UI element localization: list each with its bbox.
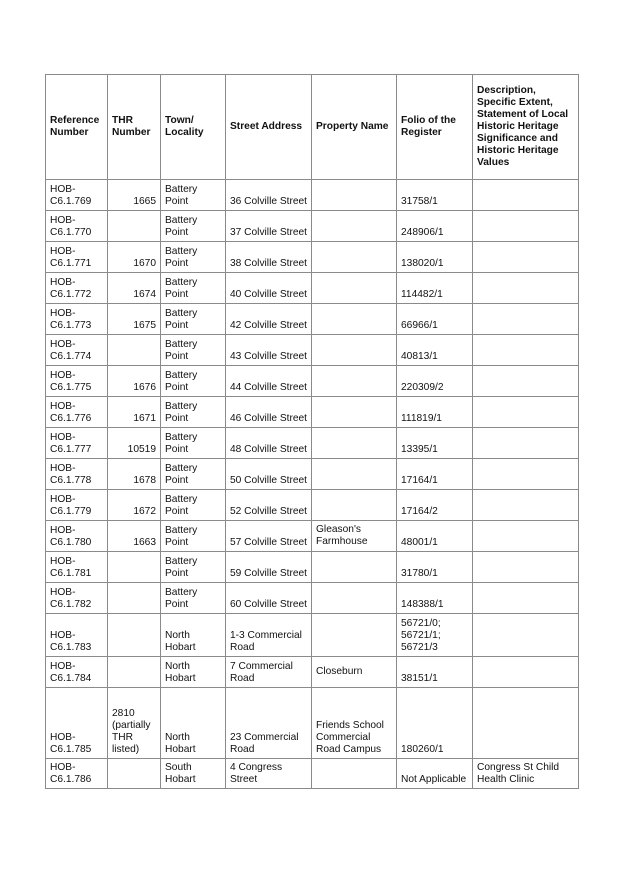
folio-cell: 17164/2 — [397, 490, 473, 521]
property-name-cell: Closeburn — [312, 657, 397, 688]
table-row — [46, 366, 579, 397]
description-cell — [473, 242, 579, 273]
header-folio: Folio of the Register — [397, 75, 473, 180]
description-cell — [473, 304, 579, 335]
reference-number-cell: HOB-C6.1.781 — [46, 552, 108, 583]
reference-number-cell: HOB-C6.1.774 — [46, 335, 108, 366]
reference-number-cell: HOB-C6.1.777 — [46, 428, 108, 459]
folio-cell: 180260/1 — [397, 688, 473, 759]
town-locality-cell: Battery Point — [161, 211, 226, 242]
street-address-cell: 60 Colville Street — [226, 583, 312, 614]
description-cell — [473, 335, 579, 366]
description-cell — [473, 657, 579, 688]
reference-number-cell: HOB-C6.1.779 — [46, 490, 108, 521]
town-locality-cell: Battery Point — [161, 552, 226, 583]
description-cell — [473, 459, 579, 490]
reference-number-cell: HOB-C6.1.780 — [46, 521, 108, 552]
property-name-cell — [312, 242, 397, 273]
folio-cell: 111819/1 — [397, 397, 473, 428]
town-locality-cell: Battery Point — [161, 459, 226, 490]
thr-number-cell: 1674 — [108, 273, 161, 304]
street-address-cell: 1-3 Commercial Road — [226, 614, 312, 657]
thr-number-cell: 1670 — [108, 242, 161, 273]
property-name-cell — [312, 273, 397, 304]
description-cell — [473, 366, 579, 397]
property-name-cell: Friends School Commercial Road Campus — [312, 688, 397, 759]
table-row — [46, 428, 579, 459]
thr-number-cell: 2810 (partially THR listed) — [108, 688, 161, 759]
property-name-cell: Gleason's Farmhouse — [312, 521, 397, 552]
reference-number-cell: HOB-C6.1.775 — [46, 366, 108, 397]
thr-number-cell: 1665 — [108, 180, 161, 211]
header-town-locality: Town/ Locality — [161, 75, 226, 180]
property-name-cell — [312, 552, 397, 583]
folio-cell: 248906/1 — [397, 211, 473, 242]
reference-number-cell: HOB-C6.1.785 — [46, 688, 108, 759]
folio-cell: 48001/1 — [397, 521, 473, 552]
header-street-address: Street Address — [226, 75, 312, 180]
folio-cell: Not Applicable — [397, 759, 473, 789]
town-locality-cell: Battery Point — [161, 428, 226, 459]
reference-number-cell: HOB-C6.1.772 — [46, 273, 108, 304]
thr-number-cell — [108, 657, 161, 688]
description-cell — [473, 521, 579, 552]
town-locality-cell: Battery Point — [161, 583, 226, 614]
reference-number-cell: HOB-C6.1.786 — [46, 759, 108, 789]
thr-number-cell — [108, 335, 161, 366]
town-locality-cell: Battery Point — [161, 366, 226, 397]
table-row — [46, 688, 579, 759]
thr-number-cell: 1672 — [108, 490, 161, 521]
folio-cell: 38151/1 — [397, 657, 473, 688]
thr-number-cell — [108, 614, 161, 657]
description-cell — [473, 211, 579, 242]
table-row — [46, 657, 579, 688]
street-address-cell: 48 Colville Street — [226, 428, 312, 459]
folio-cell: 31780/1 — [397, 552, 473, 583]
town-locality-cell: Battery Point — [161, 490, 226, 521]
reference-number-cell: HOB-C6.1.771 — [46, 242, 108, 273]
table-row — [46, 335, 579, 366]
property-name-cell — [312, 428, 397, 459]
street-address-cell: 40 Colville Street — [226, 273, 312, 304]
street-address-cell: 57 Colville Street — [226, 521, 312, 552]
property-name-cell — [312, 335, 397, 366]
reference-number-cell: HOB-C6.1.778 — [46, 459, 108, 490]
folio-cell: 31758/1 — [397, 180, 473, 211]
property-name-cell — [312, 583, 397, 614]
street-address-cell: 43 Colville Street — [226, 335, 312, 366]
folio-cell: 66966/1 — [397, 304, 473, 335]
table-row — [46, 397, 579, 428]
folio-cell: 17164/1 — [397, 459, 473, 490]
street-address-cell: 50 Colville Street — [226, 459, 312, 490]
description-cell — [473, 614, 579, 657]
table-row — [46, 242, 579, 273]
table-row — [46, 614, 579, 657]
property-name-cell — [312, 490, 397, 521]
property-name-cell — [312, 180, 397, 211]
town-locality-cell: Battery Point — [161, 273, 226, 304]
header-row — [46, 75, 579, 180]
thr-number-cell: 1678 — [108, 459, 161, 490]
folio-cell: 148388/1 — [397, 583, 473, 614]
table-body — [46, 180, 579, 789]
street-address-cell: 42 Colville Street — [226, 304, 312, 335]
thr-number-cell — [108, 759, 161, 789]
description-cell — [473, 397, 579, 428]
town-locality-cell: North Hobart — [161, 614, 226, 657]
table-row — [46, 490, 579, 521]
reference-number-cell: HOB-C6.1.769 — [46, 180, 108, 211]
street-address-cell: 52 Colville Street — [226, 490, 312, 521]
town-locality-cell: Battery Point — [161, 304, 226, 335]
header-property-name: Property Name — [312, 75, 397, 180]
header-thr-number: THR Number — [108, 75, 161, 180]
table-row — [46, 552, 579, 583]
reference-number-cell: HOB-C6.1.776 — [46, 397, 108, 428]
folio-cell: 40813/1 — [397, 335, 473, 366]
thr-number-cell: 1663 — [108, 521, 161, 552]
property-name-cell — [312, 459, 397, 490]
folio-cell: 138020/1 — [397, 242, 473, 273]
description-cell — [473, 490, 579, 521]
street-address-cell: 38 Colville Street — [226, 242, 312, 273]
table-row — [46, 521, 579, 552]
reference-number-cell: HOB-C6.1.784 — [46, 657, 108, 688]
property-name-cell — [312, 211, 397, 242]
property-name-cell — [312, 759, 397, 789]
thr-number-cell: 1675 — [108, 304, 161, 335]
town-locality-cell: Battery Point — [161, 521, 226, 552]
thr-number-cell — [108, 583, 161, 614]
thr-number-cell — [108, 552, 161, 583]
street-address-cell: 46 Colville Street — [226, 397, 312, 428]
street-address-cell: 44 Colville Street — [226, 366, 312, 397]
thr-number-cell: 1671 — [108, 397, 161, 428]
street-address-cell: 37 Colville Street — [226, 211, 312, 242]
thr-number-cell: 1676 — [108, 366, 161, 397]
table-row — [46, 211, 579, 242]
description-cell — [473, 180, 579, 211]
reference-number-cell: HOB-C6.1.770 — [46, 211, 108, 242]
description-cell — [473, 428, 579, 459]
thr-number-cell — [108, 211, 161, 242]
street-address-cell: 23 Commercial Road — [226, 688, 312, 759]
property-name-cell — [312, 366, 397, 397]
table-row — [46, 273, 579, 304]
town-locality-cell: Battery Point — [161, 335, 226, 366]
street-address-cell: 59 Colville Street — [226, 552, 312, 583]
table-row — [46, 759, 579, 789]
heritage-register-table — [45, 74, 579, 789]
town-locality-cell: South Hobart — [161, 759, 226, 789]
town-locality-cell: Battery Point — [161, 242, 226, 273]
property-name-cell — [312, 304, 397, 335]
description-cell: Congress St Child Health Clinic — [473, 759, 579, 789]
folio-cell: 220309/2 — [397, 366, 473, 397]
town-locality-cell: North Hobart — [161, 688, 226, 759]
folio-cell: 114482/1 — [397, 273, 473, 304]
table-row — [46, 304, 579, 335]
reference-number-cell: HOB-C6.1.782 — [46, 583, 108, 614]
description-cell — [473, 552, 579, 583]
town-locality-cell: Battery Point — [161, 397, 226, 428]
header-description: Description, Specific Extent, Statement of Local Historic Heritage Significance and Historic Heritage Values — [473, 75, 579, 180]
description-cell — [473, 688, 579, 759]
folio-cell: 56721/0; 56721/1; 56721/3 — [397, 614, 473, 657]
street-address-cell: 36 Colville Street — [226, 180, 312, 211]
table-row — [46, 583, 579, 614]
reference-number-cell: HOB-C6.1.773 — [46, 304, 108, 335]
street-address-cell: 4 Congress Street — [226, 759, 312, 789]
property-name-cell — [312, 397, 397, 428]
description-cell — [473, 583, 579, 614]
table-row — [46, 459, 579, 490]
folio-cell: 13395/1 — [397, 428, 473, 459]
header-reference-number: Reference Number — [46, 75, 108, 180]
table-row — [46, 180, 579, 211]
town-locality-cell: Battery Point — [161, 180, 226, 211]
town-locality-cell: North Hobart — [161, 657, 226, 688]
property-name-cell — [312, 614, 397, 657]
description-cell — [473, 273, 579, 304]
thr-number-cell: 10519 — [108, 428, 161, 459]
street-address-cell: 7 Commercial Road — [226, 657, 312, 688]
reference-number-cell: HOB-C6.1.783 — [46, 614, 108, 657]
